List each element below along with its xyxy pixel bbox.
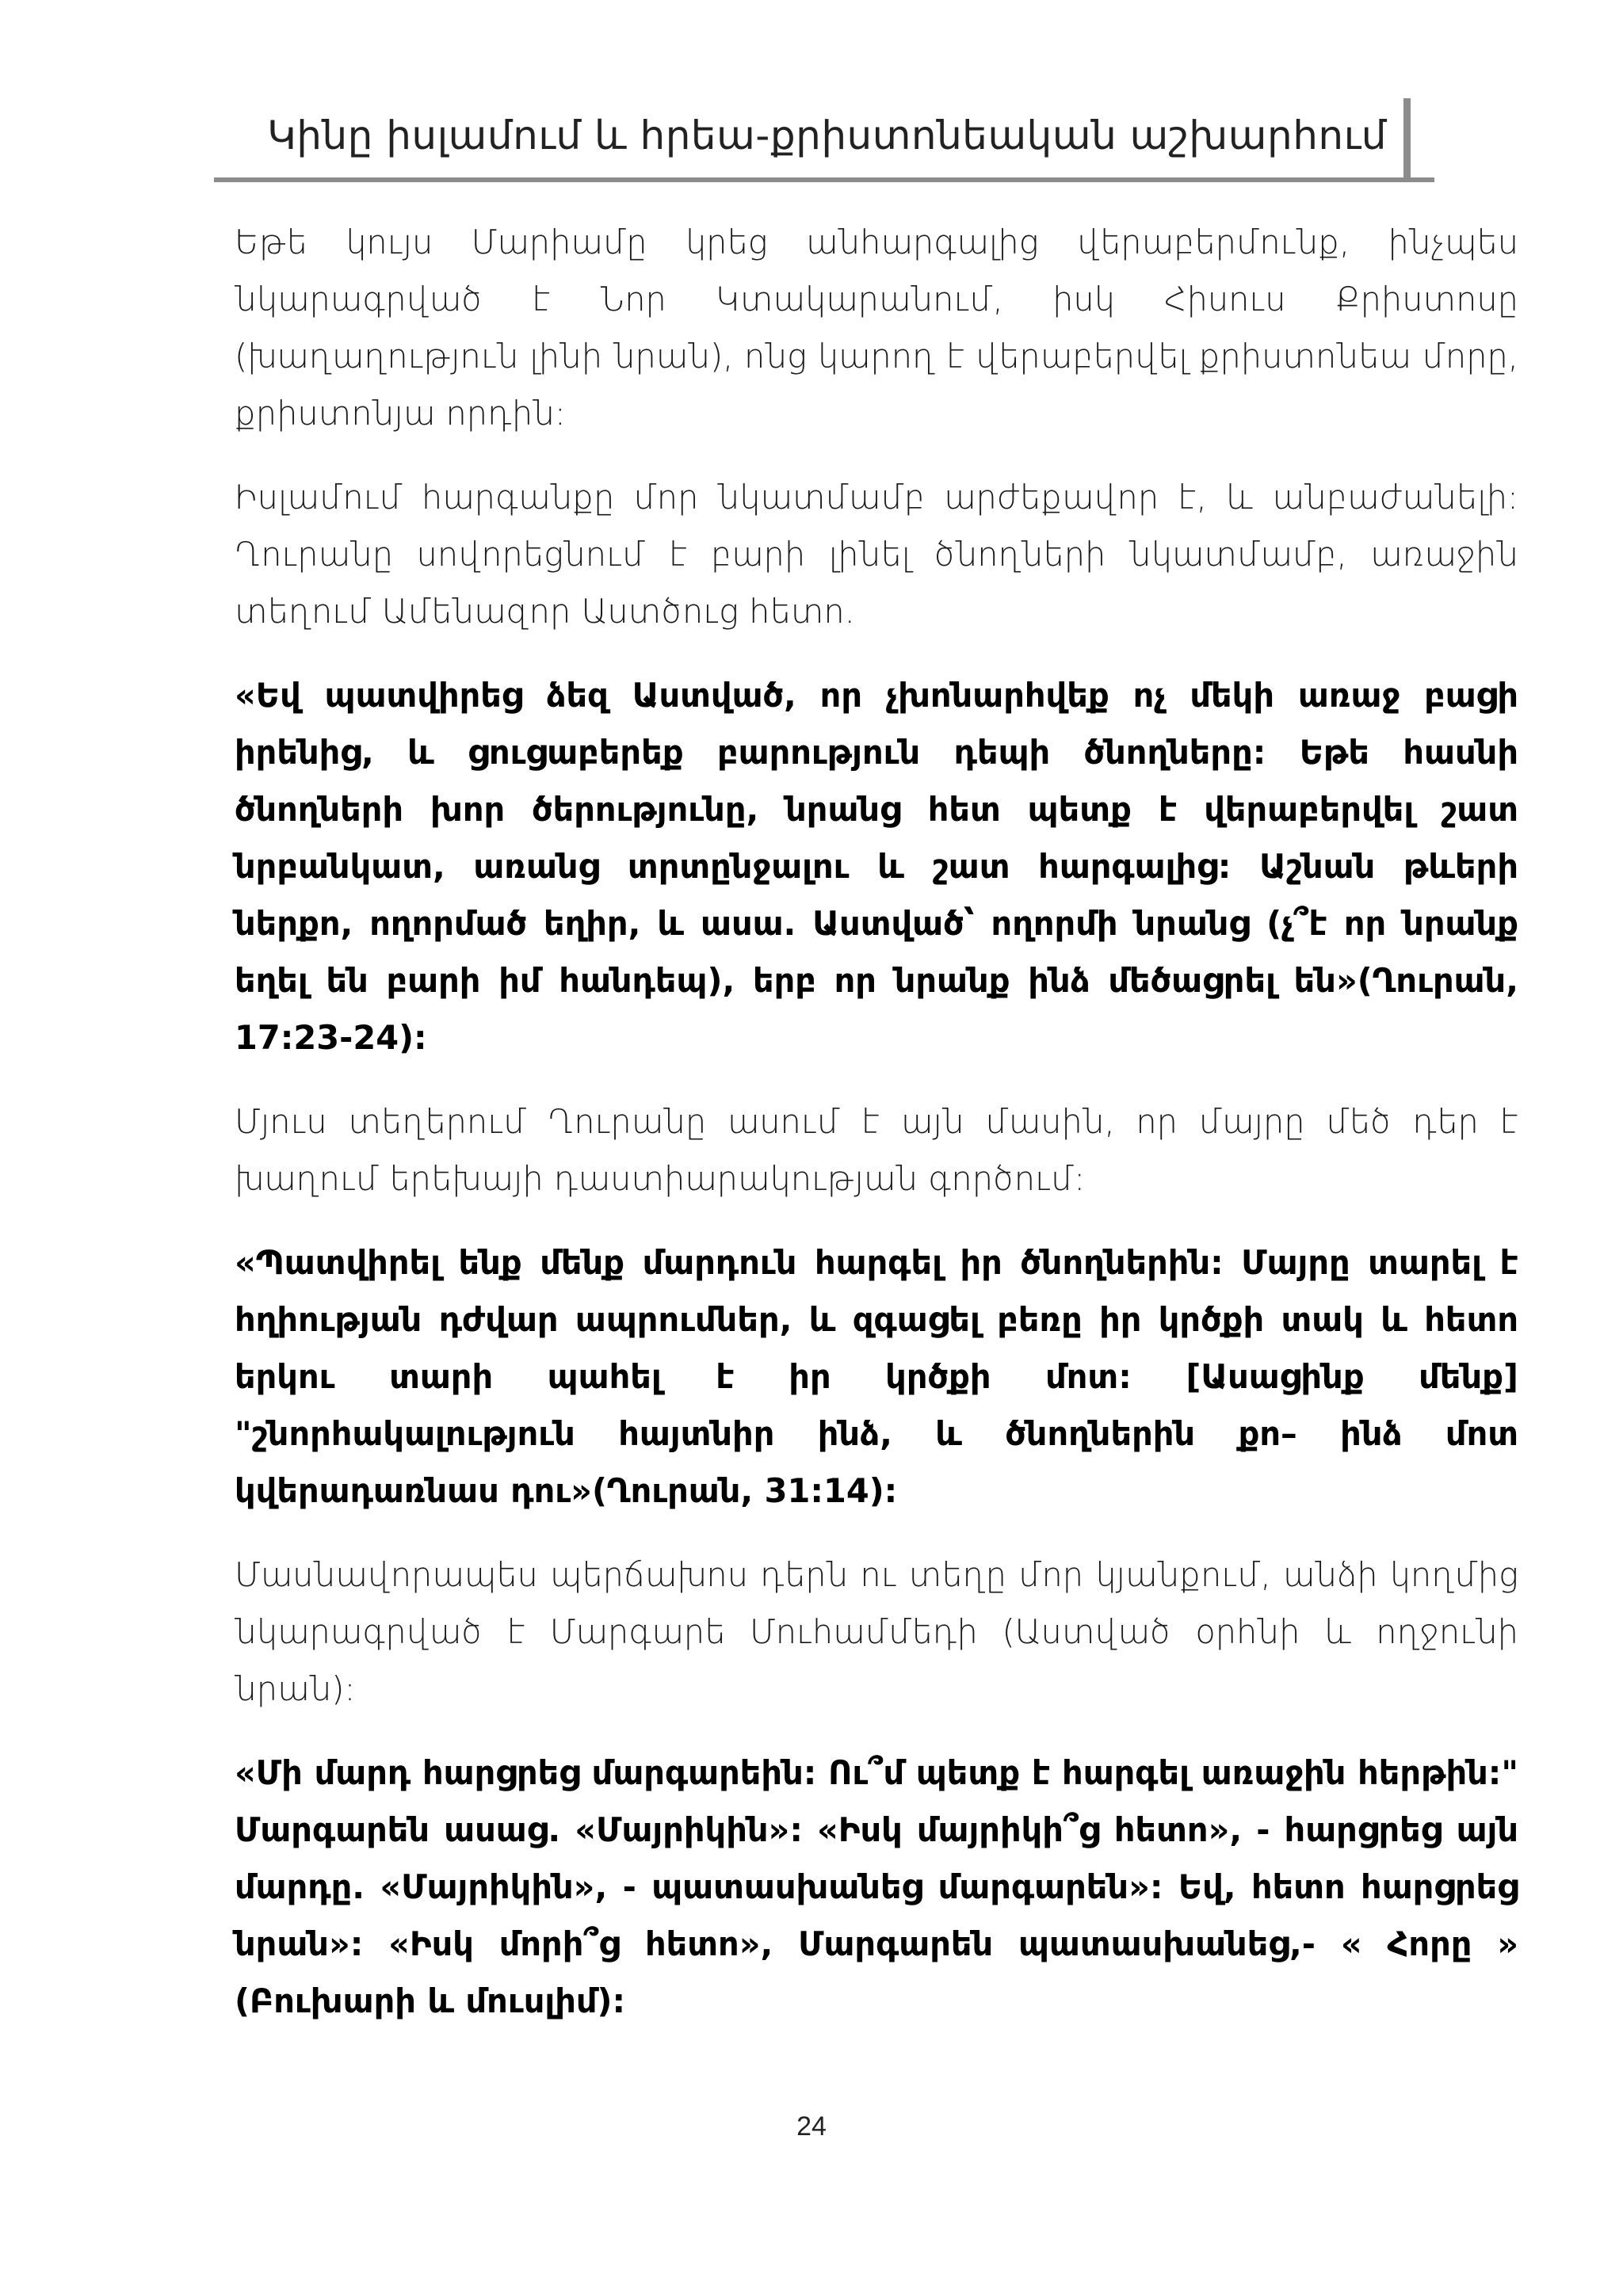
paragraph: Մյուս տեղերում Ղուրանը ասում է այն մասին, որ մայրը մեծ դեր է խաղում երեխայի դաստիարակության գործում: <box>235 1102 1518 1198</box>
paragraph: Իսլամում հարգանքը մոր նկատմամբ արժեքավոր է, և անբաժանելի: Ղուրանը սովորեցնում է բարի լինել ծնողների նկատմամբ, առաջին տեղում Ամենազոր Աստծուց հետո. <box>235 478 1518 631</box>
quran-quote: «Պատվիրել ենք մենք մարդուն հարգել իր ծնողներին: Մայրը տարել է հղիության դժվար ապրումներ, և զգացել բեռը իր կրծքի տակ և հետո երկու տարի պահել է իր կրծքի մոտ: [Ասացինք մենք] "շնորհակալություն հայտնիր ինձ, և ծնողներին քո– ինձ մոտ կվերադառնաս դու»(Ղուրան, 31:14): <box>235 1243 1518 1510</box>
page-number: 24 <box>796 2111 827 2142</box>
body-text <box>235 214 1518 2057</box>
running-header <box>214 103 1434 182</box>
quran-quote: «Եվ պատվիրեց ձեզ Աստված, որ չխոնարհվեք ոչ մեկի առաջ բացի իրենից, և ցուցաբերեք բարություն դեպի ծնողները: Եթե հասնի ծնողների խոր ծերությունը, նրանց հետ պետք է վերաբերվել շատ նրբանկատ, առանց տրտընջալու և շատ հարգալից: Աշնան թևերի ներքո, ողորմած եղիր, և ասա. Աստված՝ ողորմի նրանց (չ՞է որ նրանք եղել են բարի իմ հանդեպ), երբ որ նրանք ինձ մեծացրել են»(Ղուրան, 17:23-24): <box>235 676 1518 1057</box>
paragraph: Եթե կույս Մարիամը կրեց անհարգալից վերաբերմունք, ինչպես նկարագրված է Նոր Կտակարանում, իսկ Հիսուս Քրիստոսը (խաղաղություն լինի նրան), ոնց կարող է վերաբերվել քրիստոնեա մորը, քրիստոնյա որդին: <box>235 223 1518 433</box>
header-title: Կինը իսլամում և հրեա-քրիստոնեական աշխարհում <box>267 113 1387 158</box>
header-rule <box>214 177 1434 182</box>
hadith-quote: «Մի մարդ հարցրեց մարգարեին: Ու՞մ պետք է հարգել առաջին հերթին:" Մարգարեն ասաց. «Մայրիկին»: «Իսկ մայրիկի՞ց հետո», - հարցրեց այն մարդը. «Մայրիկին», - պատասխանեց մարգարեն»: Եվ, հետո հարցրեց նրան»: «Իսկ մորի՞ց հետո», Մարգարեն պատասխանեց,- « Հորը » (Բուխարի և մուսլիմ): <box>235 1753 1518 2020</box>
paragraph: Մասնավորապես պերճախոս դերն ու տեղը մոր կյանքում, անձի կողմից նկարագրված է Մարգարե Մուհամմեդի (Աստված օրհնի և ողջունի նրան): <box>235 1555 1518 1708</box>
header-vertical-bar <box>1403 98 1411 182</box>
